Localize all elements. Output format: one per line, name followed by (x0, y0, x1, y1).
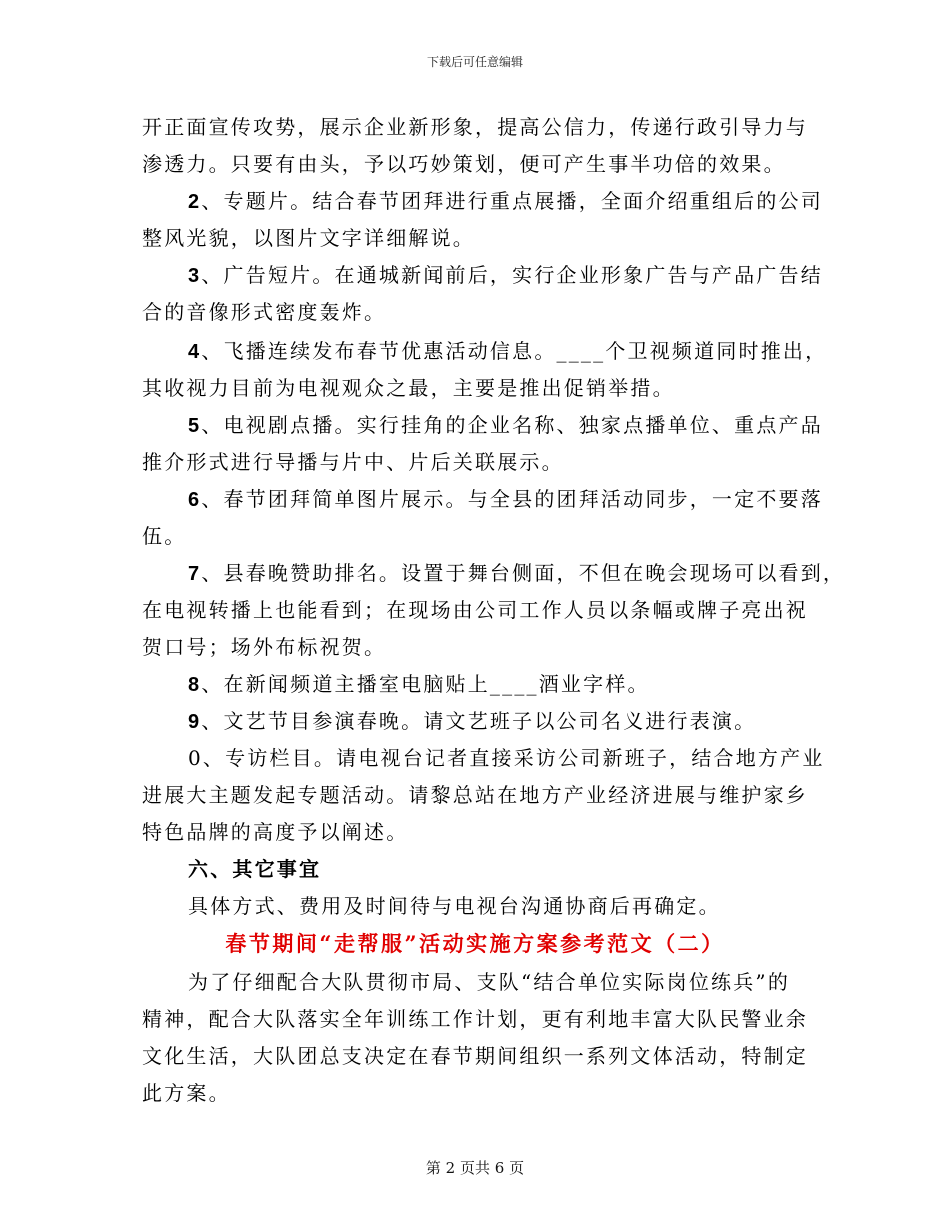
paragraph-line: 开正面宣传攻势，展示企业新形象，提高公信力，传递行政引导力与 (142, 115, 808, 139)
paragraph-line: 整风光貌，以图片文字详细解说。 (142, 226, 475, 250)
paragraph-line: 其收视力目前为电视观众之最，主要是推出促销举措。 (142, 376, 675, 400)
paragraph-line: 合的音像形式密度轰炸。 (142, 300, 387, 324)
item-text: 、专题片。结合春节团拜进行重点展播，全面介绍重组后的公司 (201, 189, 823, 213)
item-text: 、春节团拜简单图片展示。与全县的团拜活动同步，一定不要落 (201, 487, 823, 511)
list-item-7 (188, 560, 845, 587)
paragraph-line: 特色品牌的高度予以阐述。 (142, 820, 409, 844)
paragraph-line: 在电视转播上也能看到；在现场由公司工作人员以条幅或牌子亮出祝 (142, 598, 808, 622)
item-number: 9 (188, 711, 202, 733)
list-item-3 (188, 262, 823, 289)
list-item-8 (188, 671, 650, 698)
item-number: 2 (188, 191, 202, 213)
paragraph-line: 伍。 (142, 524, 187, 548)
paragraph-line: 渗透力。只要有由头，予以巧妙策划，便可产生事半功倍的效果。 (142, 152, 786, 176)
item-number: 5 (188, 415, 202, 437)
paragraph-line: 文化生活，大队团总支决定在春节期间组织一系列文体活动，特制定 (142, 1044, 808, 1068)
list-item-2 (188, 188, 823, 215)
paragraph-line: 精神，配合大队落实全年训练工作计划，更有利地丰富大队民警业余 (142, 1007, 808, 1031)
document-title: 春节期间“走帮服”活动实施方案参考范文（二） (225, 931, 725, 956)
page-header: 下载后可任意编辑 (426, 55, 523, 69)
item-number: 3 (188, 265, 202, 287)
item-text: 、电视剧点播。实行挂角的企业名称、独家点播单位、重点产品 (201, 413, 823, 437)
list-item-4 (188, 338, 827, 365)
list-item-6 (188, 486, 823, 513)
paragraph-line: 此方案。 (142, 1081, 231, 1105)
item-text: 、广告短片。在通城新闻前后，实行企业形象广告与产品广告结 (201, 263, 823, 287)
item-number: 4 (188, 341, 202, 363)
item-number: 6 (188, 489, 202, 511)
paragraph-line: 推介形式进行导播与片中、片后关联展示。 (142, 450, 564, 474)
paragraph-line: 为了仔细配合大队贯彻市局、支队“结合单位实际岗位练兵”的 (188, 970, 791, 994)
item-number: 7 (188, 563, 202, 585)
item-text: 、在新闻频道主播室电脑贴上____酒业字样。 (201, 672, 650, 696)
section-heading: 六、其它事宜 (188, 857, 322, 881)
paragraph-line: 具体方式、费用及时间待与电视台沟通协商后再确定。 (188, 894, 721, 918)
list-item-9 (188, 708, 756, 735)
item-number: 8 (188, 674, 202, 696)
item-text: 、文艺节目参演春晚。请文艺班子以公司名义进行表演。 (201, 709, 757, 733)
page-footer: 第 2 页共 6 页 (425, 1159, 525, 1177)
paragraph-line: 进展大主题发起专题活动。请黎总站在地方产业经济进展与维护家乡 (142, 783, 808, 807)
list-item-5 (188, 412, 823, 439)
paragraph-line: 贺口号；场外布标祝贺。 (142, 635, 387, 659)
list-item-10: 0、专访栏目。请电视台记者直接采访公司新班子，结合地方产业 (188, 746, 825, 770)
item-text: 、飞播连续发布春节优惠活动信息。____个卫视频道同时推出， (201, 339, 828, 363)
item-text: 、县春晚赞助排名。设置于舞台侧面，不但在晚会现场可以看到， (201, 561, 846, 585)
